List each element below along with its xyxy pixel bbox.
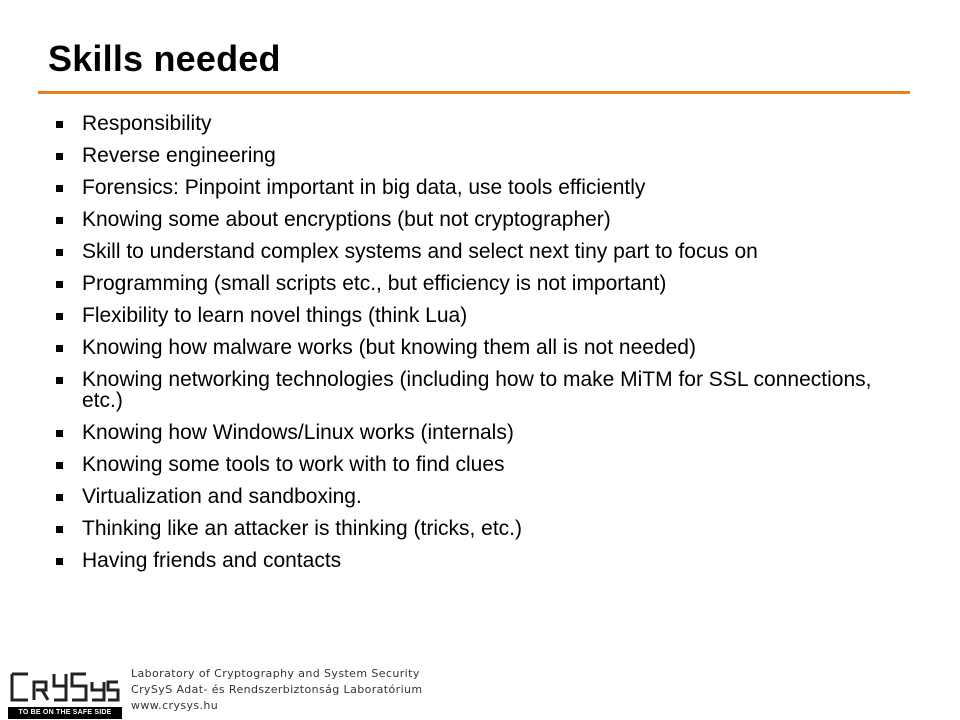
bullet-text: Flexibility to learn novel things (think Lua) (82, 304, 468, 327)
bullet-item (54, 422, 894, 443)
square-bullet-icon (56, 185, 63, 192)
bullet-text: Forensics: Pinpoint important in big data, use tools efficiently (82, 176, 646, 199)
bullet-text: Virtualization and sandboxing. (82, 485, 362, 508)
bullet-text: Programming (small scripts etc., but efficiency is not important) (82, 272, 667, 295)
square-bullet-icon (56, 345, 63, 352)
crysys-logo (8, 668, 122, 716)
bullet-item (54, 369, 894, 411)
title-divider (38, 91, 910, 94)
bullet-text: Knowing networking technologies (including how to make MiTM for SSL connections, etc.) (82, 368, 872, 412)
square-bullet-icon (56, 153, 63, 160)
square-bullet-icon (56, 249, 63, 256)
square-bullet-icon (56, 281, 63, 288)
bullet-item (54, 486, 894, 507)
footer (8, 664, 508, 716)
lab-name-english: Laboratory of Cryptography and System Security (131, 667, 420, 680)
square-bullet-icon (56, 217, 63, 224)
slide-title: Skills needed (48, 38, 281, 79)
bullet-item (54, 209, 894, 230)
bullet-item (54, 337, 894, 358)
bullet-text: Knowing some about encryptions (but not cryptographer) (82, 208, 611, 231)
bullet-item (54, 305, 894, 326)
bullet-text: Thinking like an attacker is thinking (tricks, etc.) (82, 517, 522, 540)
square-bullet-icon (56, 494, 63, 501)
bullet-text: Responsibility (82, 112, 212, 135)
bullet-item (54, 550, 894, 571)
bullet-list (54, 113, 894, 582)
website-link[interactable]: www.crysys.hu (131, 699, 219, 712)
bullet-item (54, 454, 894, 475)
square-bullet-icon (56, 462, 63, 469)
bullet-item (54, 273, 894, 294)
bullet-text: Knowing some tools to work with to find clues (82, 453, 505, 476)
crysys-logo-mark-icon (8, 668, 122, 706)
square-bullet-icon (56, 377, 63, 384)
square-bullet-icon (56, 430, 63, 437)
bullet-item (54, 145, 894, 166)
square-bullet-icon (56, 526, 63, 533)
lab-name-hungarian: CrySyS Adat- és Rendszerbiztonság Laboratórium (131, 683, 423, 696)
square-bullet-icon (56, 558, 63, 565)
bullet-item (54, 518, 894, 539)
bullet-item (54, 113, 894, 134)
bullet-text: Knowing how Windows/Linux works (internals) (82, 421, 514, 444)
bullet-text: Knowing how malware works (but knowing them all is not needed) (82, 336, 696, 359)
bullet-item (54, 177, 894, 198)
logo-tagline: TO BE ON THE SAFE SIDE (8, 707, 122, 719)
bullet-text: Reverse engineering (82, 144, 276, 167)
footer-text (131, 666, 423, 714)
bullet-text: Having friends and contacts (82, 549, 342, 572)
bullet-text: Skill to understand complex systems and select next tiny part to focus on (82, 240, 758, 263)
square-bullet-icon (56, 121, 63, 128)
square-bullet-icon (56, 313, 63, 320)
bullet-item (54, 241, 894, 262)
